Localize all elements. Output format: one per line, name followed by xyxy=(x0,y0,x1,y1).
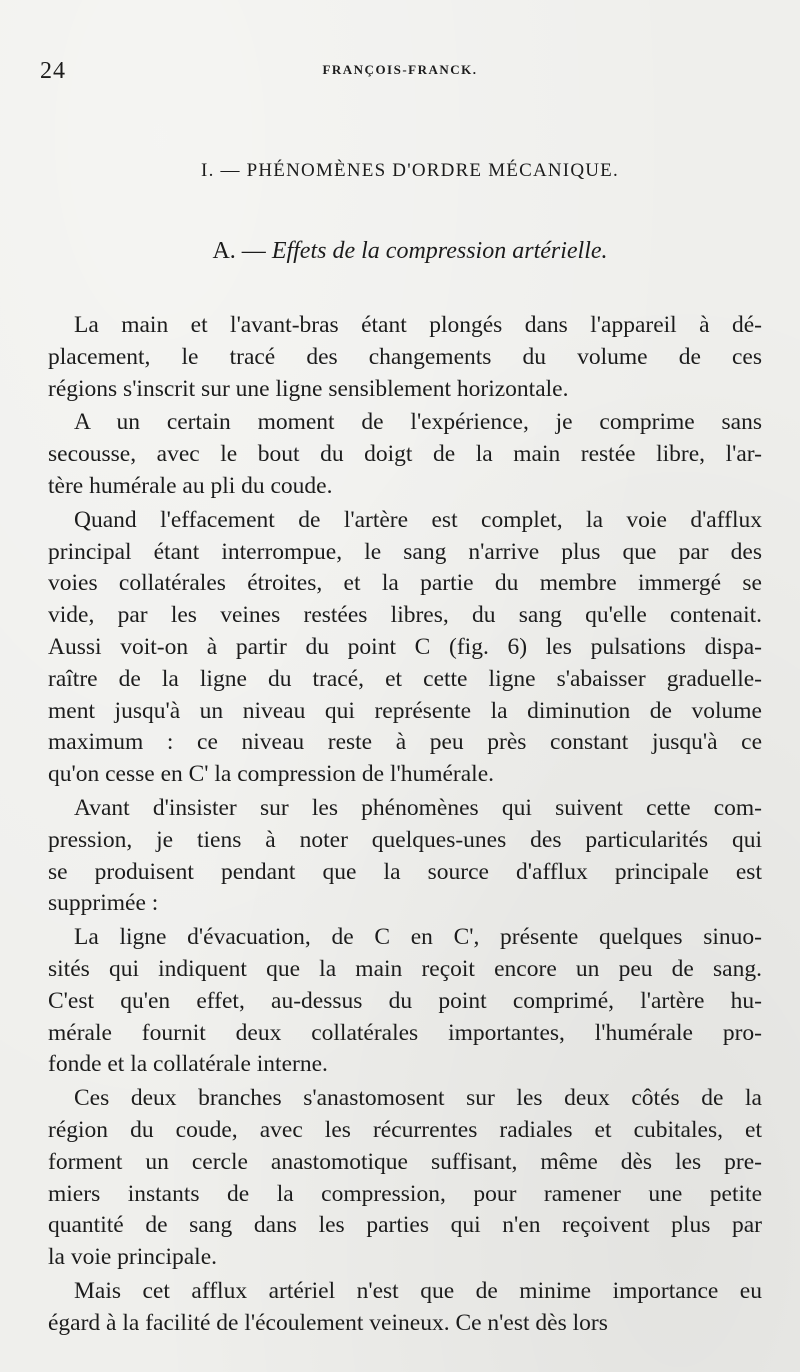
subsection-heading xyxy=(0,238,800,265)
text-line: A un certain moment de l'expérience, je comprime sans xyxy=(74,409,762,436)
text-line: secousse, avec le bout du doigt de la main restée libre, l'ar- xyxy=(48,441,762,468)
text-line: régions s'inscrit sur une ligne sensiblement horizontale. xyxy=(48,375,569,402)
text-line: fonde et la collatérale interne. xyxy=(48,1051,328,1078)
text-line: principal étant interrompue, le sang n'arrive plus que par des xyxy=(48,538,762,565)
text-line: sités qui indiquent que la main reçoit encore un peu de sang. xyxy=(48,955,762,982)
subsection-prefix: A. — xyxy=(212,238,266,264)
running-head: FRANÇOIS-FRANCK. xyxy=(322,62,478,77)
text-line: région du coude, avec les récurrentes radiales et cubitales, et xyxy=(48,1116,762,1143)
text-line: Aussi voit-on à partir du point C (fig. 6) les pulsations dispa- xyxy=(48,633,762,660)
text-line: voies collatérales étroites, et la partie du membre immergé se xyxy=(48,570,762,597)
text-line: vide, par les veines restées libres, du sang qu'elle contenait. xyxy=(48,602,762,629)
text-line: La main et l'avant-bras étant plongés dans l'appareil à dé- xyxy=(74,312,762,338)
text-line: ment jusqu'à un niveau qui représente la diminution de volume xyxy=(48,697,762,724)
paragraph xyxy=(48,1083,762,1274)
text-line: supprimée : xyxy=(48,890,159,917)
text-line: Ces deux branches s'anastomosent sur les deux côtés de la xyxy=(74,1085,762,1112)
text-line: Quand l'effacement de l'artère est complet, la voie d'afflux xyxy=(74,506,762,533)
subsection-title: Effets de la compression artérielle. xyxy=(271,238,608,264)
body-text xyxy=(48,310,762,1340)
page-number: 24 xyxy=(40,58,66,84)
text-line: égard à la facilité de l'écoulement veineux. Ce n'est dès lors xyxy=(48,1309,608,1336)
text-line: forment un cercle anastomotique suffisant, même dès les pre- xyxy=(48,1148,762,1175)
paragraph xyxy=(48,407,762,502)
text-line: raître de la ligne du tracé, et cette ligne s'abaisser graduelle- xyxy=(48,665,762,692)
text-line: pression, je tiens à noter quelques-unes des particularités qui xyxy=(48,826,762,853)
text-line: miers instants de la compression, pour ramener une petite xyxy=(48,1180,762,1207)
text-line: qu'on cesse en C' la compression de l'humérale. xyxy=(48,761,495,788)
text-line: Avant d'insister sur les phénomènes qui suivent cette com- xyxy=(74,794,762,821)
text-line: maximum : ce niveau reste à peu près constant jusqu'à ce xyxy=(48,729,762,756)
paragraph xyxy=(48,922,762,1081)
text-line: tère humérale au pli du coude. xyxy=(48,472,333,499)
paragraph xyxy=(48,505,762,791)
text-line: la voie principale. xyxy=(48,1244,217,1271)
text-line: C'est qu'en effet, au-dessus du point comprimé, l'artère hu- xyxy=(48,987,762,1014)
text-line: Mais cet afflux artériel n'est que de minime importance eu xyxy=(74,1277,762,1304)
paragraph xyxy=(48,1276,762,1340)
paragraph xyxy=(48,310,762,405)
text-line: placement, le tracé des changements du volume de ces xyxy=(48,343,762,370)
text-line: mérale fournit deux collatérales importantes, l'humérale pro- xyxy=(48,1019,762,1046)
text-line: La ligne d'évacuation, de C en C', présente quelques sinuo- xyxy=(74,924,762,951)
section-heading: I. — PHÉNOMÈNES D'ORDRE MÉCANIQUE. xyxy=(201,160,619,181)
text-line: se produisent pendant que la source d'afflux principale est xyxy=(48,858,762,885)
paragraph xyxy=(48,793,762,920)
text-line: quantité de sang dans les parties qui n'en reçoivent plus par xyxy=(48,1212,762,1239)
